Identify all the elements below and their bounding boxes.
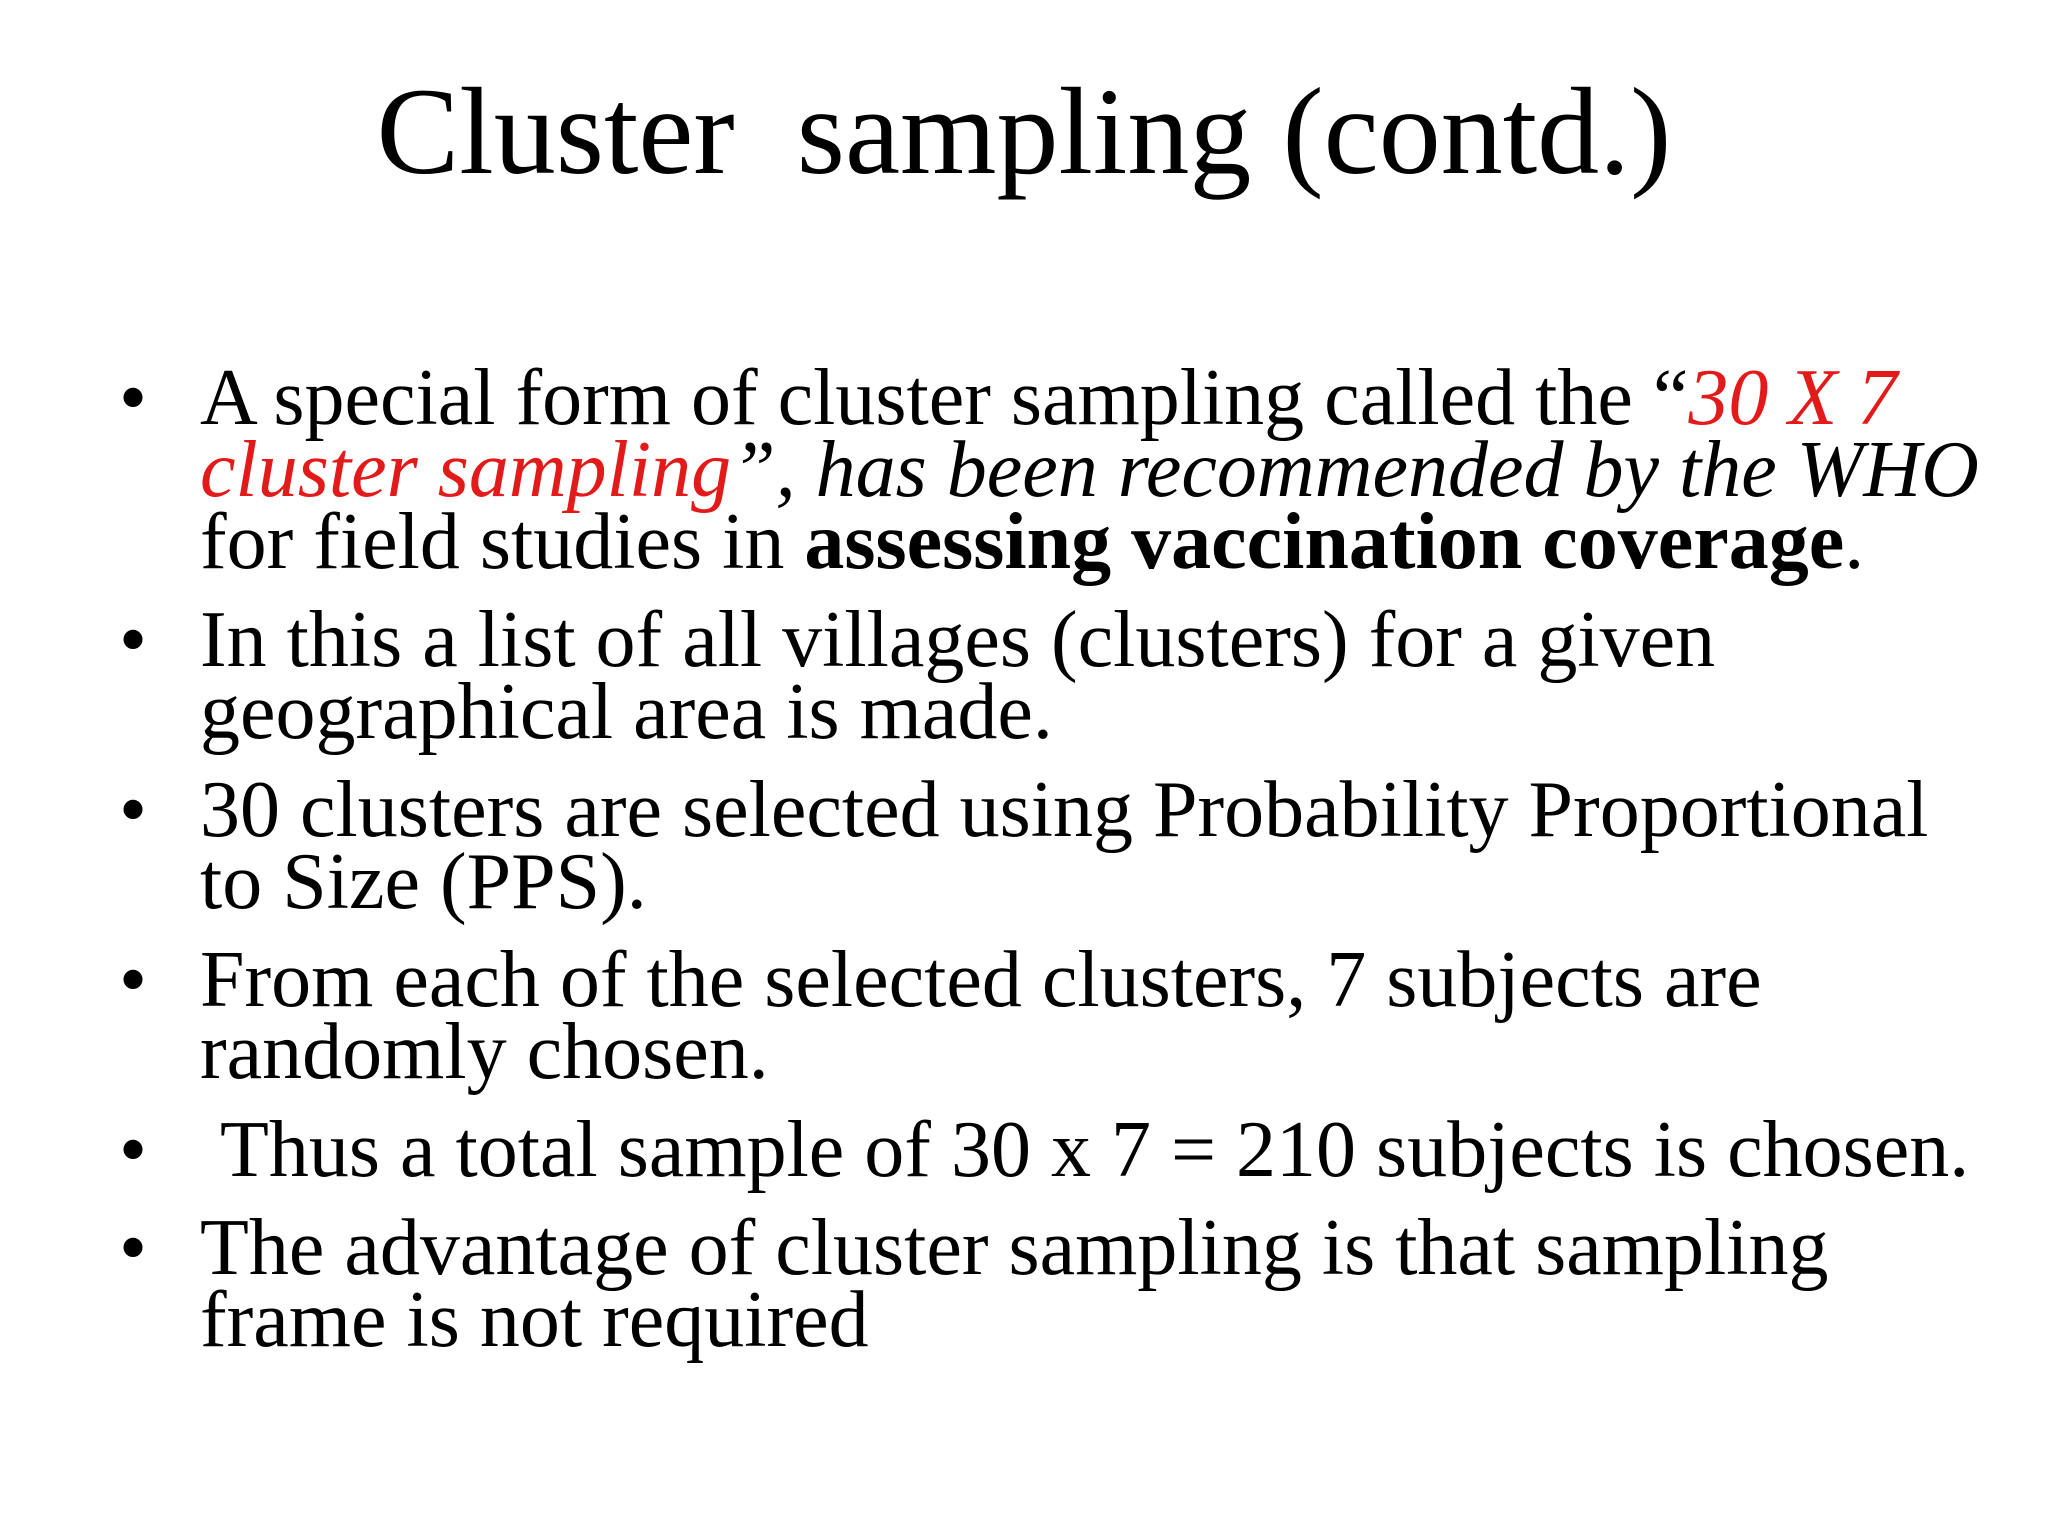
bullet-text-intro: A special form of cluster sampling called the “ xyxy=(200,354,1689,442)
bullet-item-advantage xyxy=(105,1204,2005,1364)
bullet-list xyxy=(105,354,2005,1382)
bold-term: assessing vaccination coverage xyxy=(804,498,1845,586)
bullet-text: From each of the selected clusters, 7 subjects are randomly chosen. xyxy=(200,936,1762,1096)
bullet-icon: • xyxy=(119,1204,148,1292)
bullet-icon: • xyxy=(119,596,148,684)
bullet-icon: • xyxy=(119,354,148,442)
bullet-text: The advantage of cluster sampling is that sampling frame is not required xyxy=(200,1204,1829,1364)
bullet-icon: • xyxy=(119,1106,148,1194)
bullet-item-who-recommendation xyxy=(105,354,2005,586)
bullet-item-village-list xyxy=(105,596,2005,756)
bullet-icon: • xyxy=(119,766,148,854)
bullet-text: In this a list of all villages (clusters) for a given geographical area is made. xyxy=(200,596,1716,756)
bullet-text-field-studies: for field studies in xyxy=(200,498,805,586)
highlighted-term: 30 X 7 cluster sampling xyxy=(200,354,1898,514)
bullet-text: Thus a total sample of 30 x 7 = 210 subjects is chosen. xyxy=(200,1106,1970,1194)
slide-title: Cluster sampling (contd.) xyxy=(376,63,1672,200)
bullet-item-total-sample xyxy=(105,1106,2005,1194)
bullet-item-subject-selection xyxy=(105,936,2005,1096)
bullet-text-period: . xyxy=(1844,498,1865,586)
bullet-text: 30 clusters are selected using Probability Proportional to Size (PPS). xyxy=(200,766,1929,926)
bullet-text-who: ”, has been recommended by the WHO xyxy=(731,426,1979,514)
bullet-icon: • xyxy=(119,936,148,1024)
bullet-item-pps-selection xyxy=(105,766,2005,926)
